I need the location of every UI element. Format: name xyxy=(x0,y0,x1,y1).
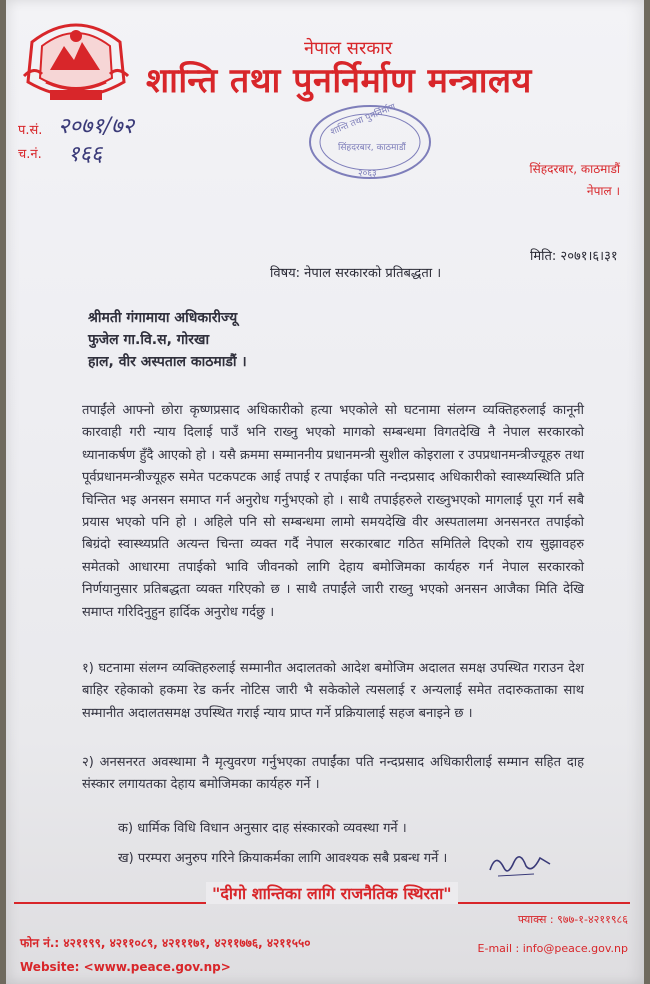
sub-point-a: क) धार्मिक विधि विधान अनुसार दाह संस्कारको व्यवस्था गर्ने । xyxy=(118,821,407,836)
dispatch-no-label: च.नं. xyxy=(18,147,42,162)
commitment-point-1: १) घटनामा संलग्न व्यक्तिहरुलाई सम्मानीत अदालतको आदेश बमोजिम अदालत समक्ष उपस्थित गराउन देश बाहिर रहेकाको हकमा रेड कर्नर नोटिस जारी भै सकेकोले त्यसलाई र अन्यलाई समेत तदारुकताका साथ सम्मानीत अदालतसमक्ष उपस्थित गराई न्याय प्राप्त गर्ने प्रक्रियालाई सहज बनाइने छ । xyxy=(82,661,584,721)
address-line-2: नेपाल । xyxy=(586,184,620,198)
signature-icon xyxy=(486,844,556,882)
footer-slogan: "दीगो शान्तिका लागि राजनैतिक स्थिरता" xyxy=(206,882,458,904)
sub-point-b: ख) परम्परा अनुरुप गरिने क्रियाकर्मका लागि आवश्यक सबै प्रबन्ध गर्ने । xyxy=(118,851,448,866)
footer-website: Website: <www.peace.gov.np> xyxy=(20,960,231,974)
dispatch-no-value: १६६ xyxy=(68,142,103,167)
nepal-emblem-icon xyxy=(20,12,132,110)
footer-email: E-mail : info@peace.gov.np xyxy=(477,942,628,955)
recipient-address: फुजेल गा.वि.स, गोरखा xyxy=(88,332,210,348)
letter-date: मिति: २०७१।६।३१ xyxy=(530,249,618,264)
ref-no-label: प.सं. xyxy=(18,123,43,138)
office-stamp xyxy=(302,100,438,184)
recipient-name: श्रीमती गंगामाया अधिकारीज्यू xyxy=(88,310,238,326)
address-line-1: सिंहदरबार, काठमाडौं xyxy=(529,162,620,176)
stamp-text-line: सिंहदरबार, काठमाडौं xyxy=(338,143,406,153)
footer-phone: फोन नं.: ४२११९९, ४२११०८९, ४२१११७१, ४२११७७६, ४२११५५० xyxy=(20,936,311,950)
commitment-point-2: २) अनसनरत अवस्थामा नै मृत्युवरण गर्नुभएका तपाईंका पति नन्दप्रसाद अधिकारीलाई सम्मान सहित दाह संस्कार लगायतका देहाय बमोजिमका कार्यहरु गर्ने । xyxy=(82,755,584,793)
letter-body: तपाईंले आफ्नो छोरा कृष्णप्रसाद अधिकारीको हत्या भएकोले सो घटनामा संलग्न व्यक्तिहरुलाई कानूनी कारवाही गरी न्याय दिलाई पाउँ भनि राख्नु भएको मागको सम्बन्धमा विगतदेखि नै नेपाल सरकारको ध्यानाकर्षण हुँदै आएको हो । यसै क्रममा सम्माननीय प्रधानमन्त्री सुशील कोइराला र उपप्रधानमन्त्रीज्यूहरु तथा पूर्वप्रधानमन्त्रीज्यूहरु समेत पटकपटक आई तपाई र तपाईका पति नन्दप्रसाद अधिकारीको स्वास्थ्यस्थिति प्रति चिन्तित भइ अनसन समाप्त गर्न अनुरोध गर्नुभएको हो । साथै तपाईहरुले राख्नुभएको मागलाई पूरा गर्न सबै प्रयास भएको पनि हो । अहिले पनि सो सम्बन्धमा लामो समयदेखि वीर अस्पतालमा अनसनरत तपाईको बिग्रंदो स्वास्थ्यप्रति अत्यन्त चिन्ता व्यक्त गर्दै नेपाल सरकारबाट गठित समितिले दिएको राय सुझावहरु समेतको आधारमा तपाईको भावि जीवनको लागि देहाय बमोजिमका कार्यहरु गर्न नेपाल सरकारको निर्णयानुसार प्रतिबद्धता व्यक्त गरिएको छ । साथै तपाईंले जारी राख्नु भएको अनसन आजैका मिति देखि समाप्त गरिदिनुहुन हार्दिक अनुरोध गर्दछु । xyxy=(82,403,584,620)
footer-fax: फ्याक्स : ९७७-१-४२११९८६ xyxy=(517,913,628,926)
recipient-current-location: हाल, वीर अस्पताल काठमाडौं । xyxy=(88,354,247,370)
stamp-text-line: शान्ति तथा पुनर्निर्माण xyxy=(329,102,398,138)
letter-sheet xyxy=(6,0,644,984)
government-name: नेपाल सरकार xyxy=(304,38,393,59)
ref-no-value: २०७१/७२ xyxy=(58,114,135,139)
letter-subject: विषय: नेपाल सरकारको प्रतिबद्धता । xyxy=(270,266,442,281)
stamp-text-line: २०६३ xyxy=(358,169,377,179)
ministry-name: शान्ति तथा पुनर्निर्माण मन्त्रालय xyxy=(146,61,532,101)
